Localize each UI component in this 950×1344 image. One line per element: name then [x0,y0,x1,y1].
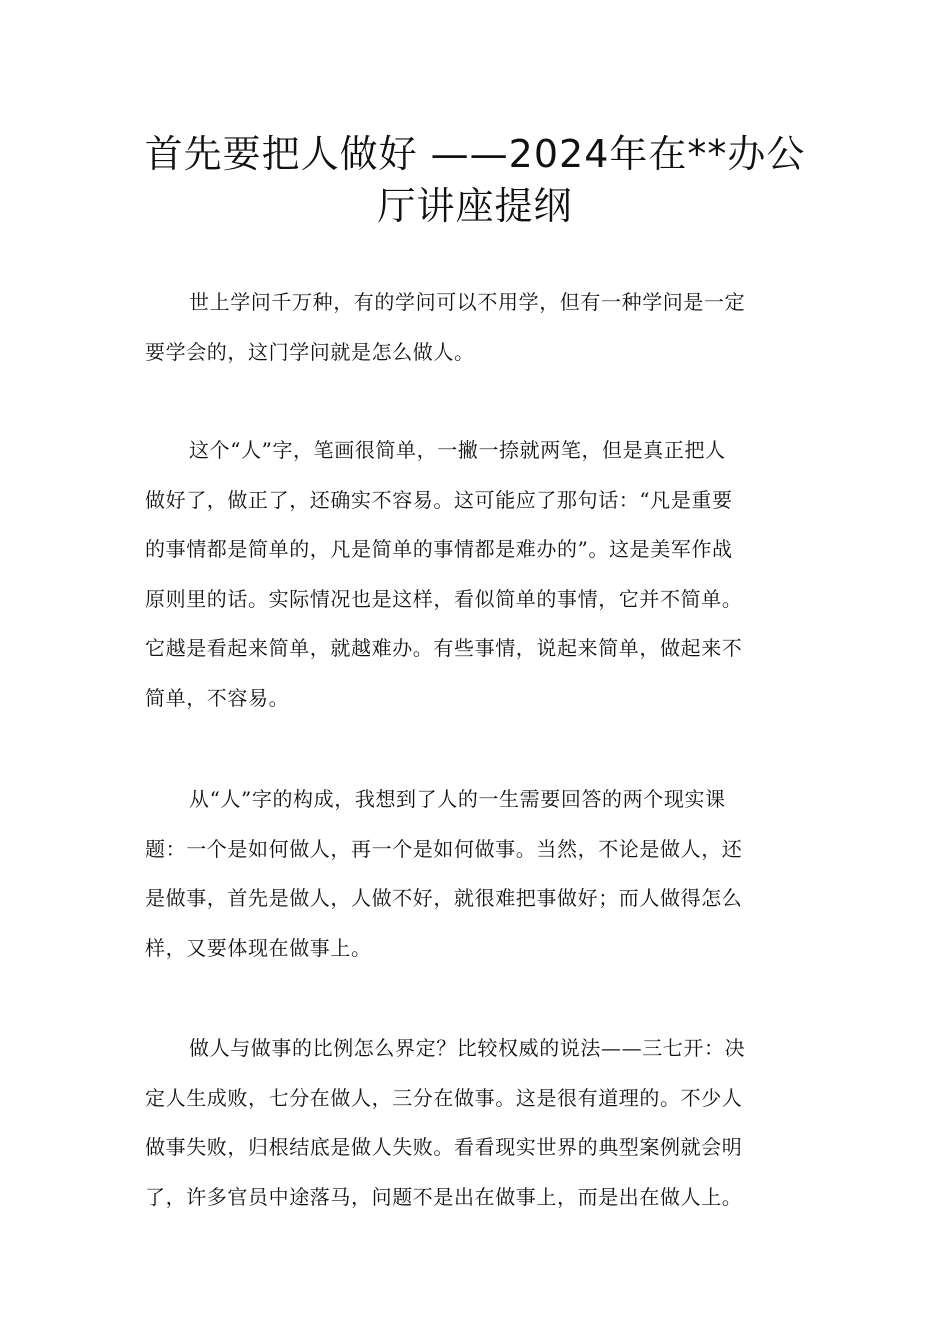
paragraph-1 [145,278,805,377]
paragraph-2 [145,426,805,723]
paragraph-line: 的事情都是简单的，凡是简单的事情都是难办的”。这是美军作战 [145,537,733,561]
paragraph-line: 做好了，做正了，还确实不容易。这可能应了那句话：“凡是重要 [145,487,733,512]
paragraph-line: 这个“人”字，笔画很简单，一撇一捺就两笔，但是真正把人 [189,438,726,462]
paragraph-line: 世上学问千万种，有的学问可以不用学，但有一种学问是一定 [189,290,746,314]
paragraph-line: 简单，不容易。 [145,685,290,710]
paragraph-line: 做人与做事的比例怎么界定？比较权威的说法——三七开：决 [189,1036,746,1060]
paragraph-line: 要学会的，这门学问就是怎么做人。 [145,339,475,364]
paragraph-line: 原则里的话。实际情况也是这样，看似简单的事情，它并不简单。 [145,586,743,611]
document-title [120,128,830,232]
paragraph-line: 它越是看起来简单，就越难办。有些事情，说起来简单，做起来不 [145,636,743,660]
paragraph-3 [145,775,805,973]
paragraph-line: 做事失败，归根结底是做人失败。看看现实世界的典型案例就会明 [145,1135,743,1159]
paragraph-4 [145,1024,805,1222]
paragraph-line: 样，又要体现在做事上。 [145,935,372,960]
title-line-2: 厅讲座提纲 [377,184,573,228]
paragraph-line: 从“人”字的构成，我想到了人的一生需要回答的两个现实课 [189,787,726,811]
paragraph-line: 题：一个是如何做人，再一个是如何做事。当然，不论是做人，还 [145,836,743,861]
paragraph-line: 了，许多官员中途落马，问题不是出在做事上，而是出在做人上。 [145,1184,743,1209]
paragraph-line: 是做事，首先是做人，人做不好，就很难把事做好；而人做得怎么 [145,886,743,910]
paragraph-line: 定人生成败，七分在做人，三分在做事。这是很有道理的。不少人 [145,1085,743,1110]
title-line-1: 首先要把人做好 ——2024年在**办公 [144,132,806,176]
